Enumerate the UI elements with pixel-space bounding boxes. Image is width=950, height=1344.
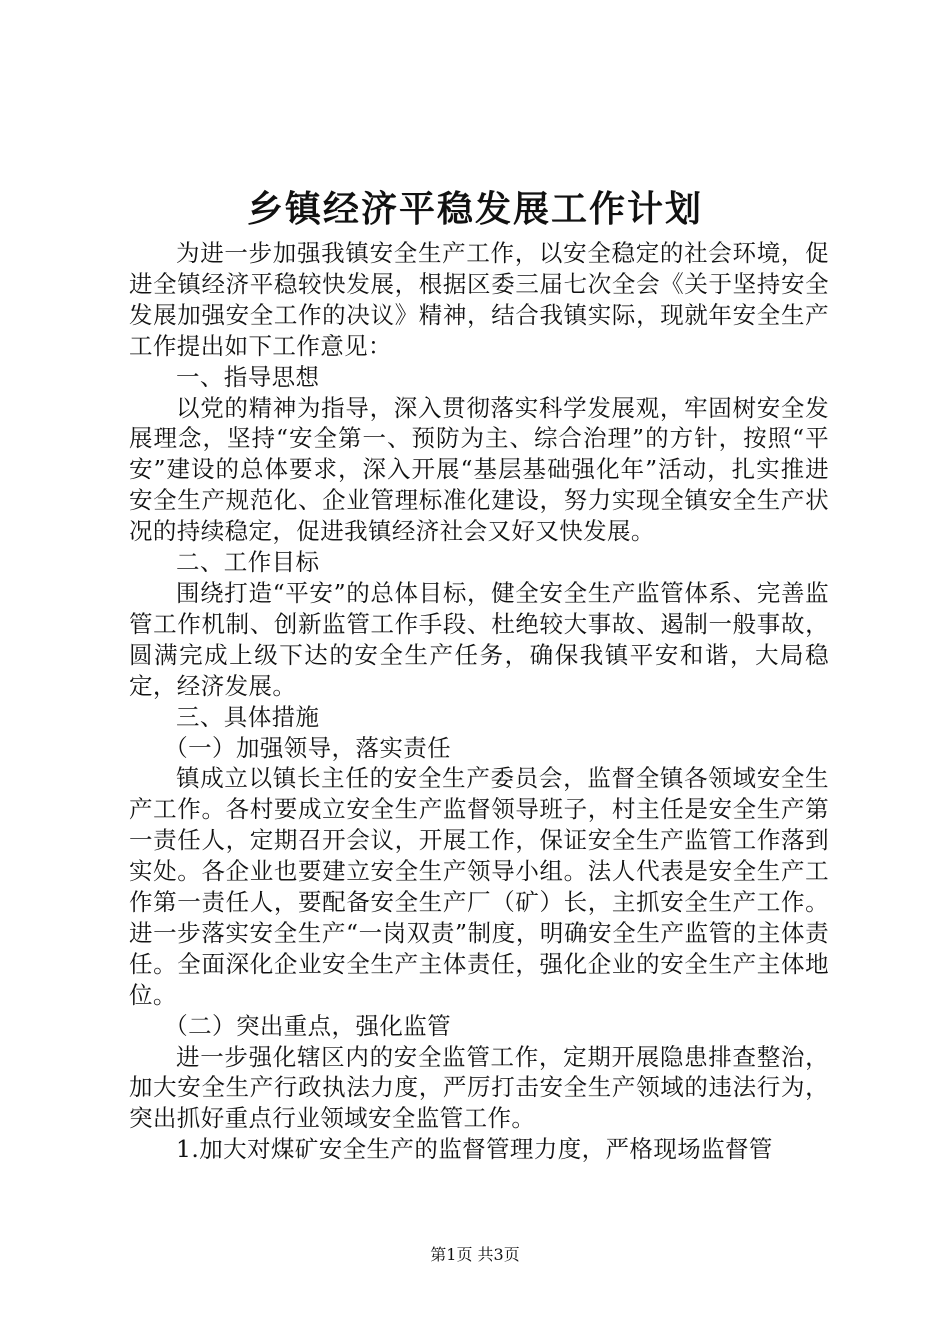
page-footer: 第1页 共3页 xyxy=(430,1245,520,1264)
subheading-supervision: （二）突出重点，强化监管 xyxy=(164,1011,452,1040)
subheading-leadership: （一）加强领导，落实责任 xyxy=(164,733,452,762)
paragraph-work-goals: 围绕打造“平安”的总体目标，健全安全生产监管体系、完善监管工作机制、创新监管工作手段、杜绝较大事故、遏制一般事故，圆满完成上级下达的安全生产任务，确保我镇平安和谐，大局稳定，经济发展。 xyxy=(129,578,829,700)
document-title: 乡镇经济平稳发展工作计划 xyxy=(246,188,703,230)
section-heading-work-goals: 二、工作目标 xyxy=(176,548,320,577)
section-heading-guiding-thought: 一、指导思想 xyxy=(176,362,320,391)
paragraph-leadership: 镇成立以镇长主任的安全生产委员会，监督全镇各领域安全生产工作。各村要成立安全生产监督领导班子，村主任是安全生产第一责任人，定期召开会议，开展工作，保证安全生产监管工作落到实处。各企业也要建立安全生产领导小组。法人代表是安全生产工作第一责任人，要配备安全生产厂（矿）长，主抓安全生产工作。进一步落实安全生产“一岗双责”制度，明确安全生产监管的主体责任。全面深化企业安全生产主体责任，强化企业的安全生产主体地位。 xyxy=(129,764,829,1009)
paragraph-guiding-thought: 以党的精神为指导，深入贯彻落实科学发展观，牢固树安全发展理念，坚持“安全第一、预防为主、综合治理”的方针，按照“平安”建设的总体要求，深入开展“基层基础强化年”活动，扎实推进安全生产规范化、企业管理标准化建设，努力实现全镇安全生产状况的持续稳定，促进我镇经济社会又好又快发展。 xyxy=(129,393,829,546)
section-heading-measures: 三、具体措施 xyxy=(176,702,320,731)
paragraph-supervision: 进一步强化辖区内的安全监管工作，定期开展隐患排查整治，加大安全生产行政执法力度，严厉打击安全生产领域的违法行为，突出抓好重点行业领域安全监管工作。 xyxy=(129,1042,829,1133)
document-body xyxy=(129,238,829,1165)
paragraph-intro: 为进一步加强我镇安全生产工作，以安全稳定的社会环境，促进全镇经济平稳较快发展，根据区委三届七次全会《关于坚持安全发展加强安全工作的决议》精神，结合我镇实际，现就年安全生产工作提出如下工作意见： xyxy=(129,239,829,360)
paragraph-coal-mine: 1.加大对煤矿安全生产的监督管理力度，严格现场监督管 xyxy=(176,1135,773,1164)
